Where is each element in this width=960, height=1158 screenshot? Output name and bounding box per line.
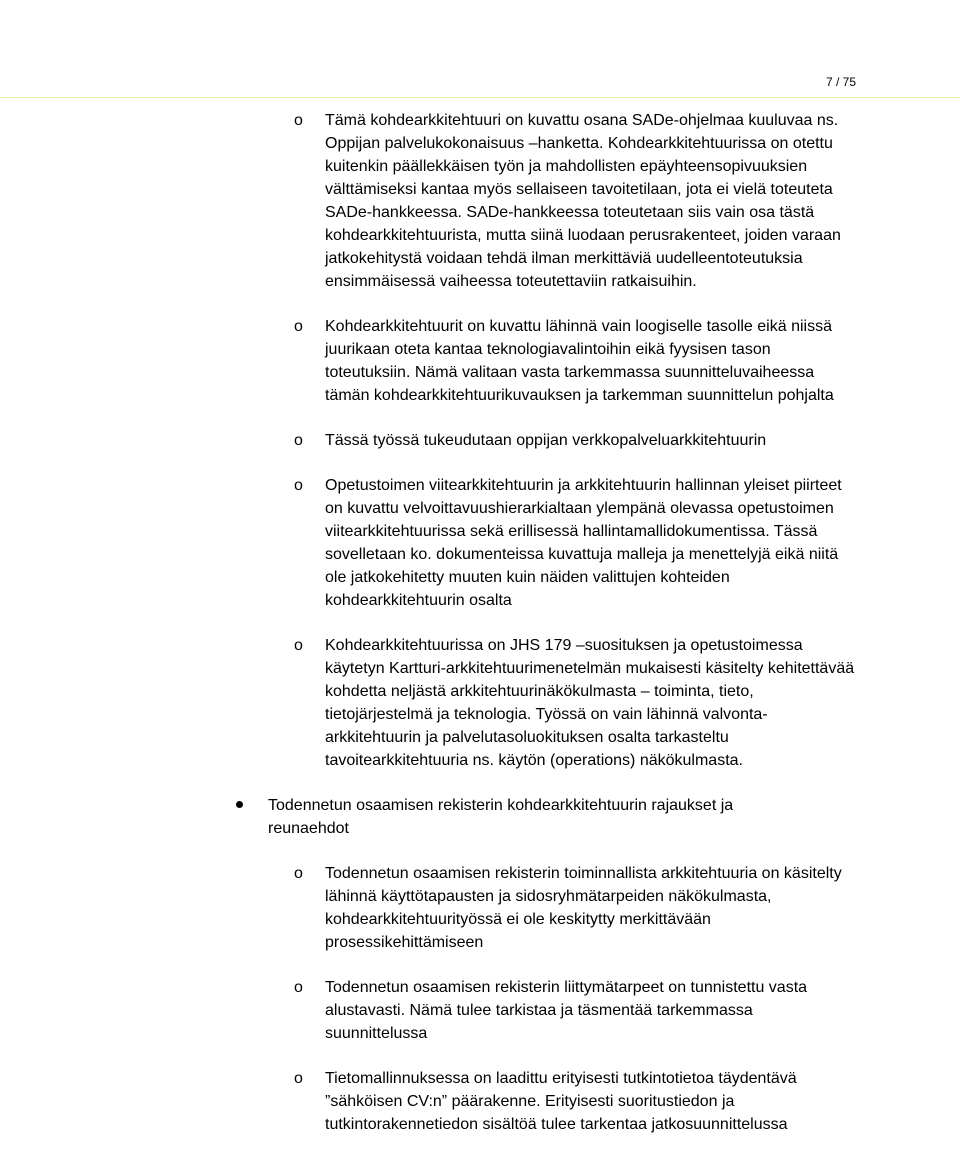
sub-bullet-marker: o bbox=[294, 432, 303, 449]
sub-bullet-marker: o bbox=[294, 477, 303, 494]
header-rule bbox=[0, 97, 960, 98]
list-item-text: Todennetun osaamisen rekisterin toiminnallista arkkitehtuuria on käsitelty lähinnä käyttötapausten ja sidosryhmätarpeiden näkökulmasta, kohdearkkitehtuurityössä ei ole keskitytty merkittävään prosessikehittämiseen bbox=[325, 865, 842, 951]
list-item bbox=[0, 474, 960, 612]
list-item-text: Kohdearkkitehtuurit on kuvattu lähinnä vain loogiselle tasolle eikä niissä juurikaan oteta kantaa teknologiavalintoihin eikä fyysisen tason toteutuksiin. Nämä valitaan vasta tarkemmassa suunnitteluvaiheessa tämän kohdearkkitehtuurikuvauksen ja tarkemman suunnittelun pohjalta bbox=[325, 318, 834, 404]
list-item bbox=[0, 634, 960, 772]
sub-bullet-marker: o bbox=[294, 637, 303, 654]
list-item bbox=[0, 1067, 960, 1136]
bullet-icon bbox=[236, 794, 243, 817]
list-item bbox=[0, 315, 960, 407]
sub-bullet-marker: o bbox=[294, 318, 303, 335]
bullet-dot-icon bbox=[236, 801, 243, 808]
list-item bbox=[0, 429, 960, 452]
list-item bbox=[0, 976, 960, 1045]
list-item-heading bbox=[0, 794, 960, 840]
list-item-text: Tämä kohdearkkitehtuuri on kuvattu osana SADe-ohjelmaa kuuluvaa ns. Oppijan palvelukokonaisuus –hanketta. Kohdearkkitehtuurissa on otettu kuitenkin päällekkäisen työn ja mahdollisten epäyhteensopivuuksien välttämiseksi kantaa myös sellaiseen tavoitetilaan, jota ei vielä toteuteta SADe-hankkeessa. SADe-hankkeessa toteutetaan siis vain osa tästä kohdearkkitehtuurista, mutta siinä luodaan perusrakenteet, joiden varaan jatkokehitystä voidaan tehdä ilman merkittäviä uudelleentoteutuksia ensimmäisessä vaiheessa toteutettaviin ratkaisuihin. bbox=[325, 112, 841, 290]
sub-bullet-marker: o bbox=[294, 1070, 303, 1087]
sub-bullet-marker: o bbox=[294, 979, 303, 996]
list-item-heading-text: Todennetun osaamisen rekisterin kohdearkkitehtuurin rajaukset ja reunaehdot bbox=[268, 797, 734, 837]
list-item-text: Opetustoimen viitearkkitehtuurin ja arkkitehtuurin hallinnan yleiset piirteet on kuvattu velvoittavuushierarkialtaan ylempänä olevassa opetustoimen viitearkkitehtuurissa sekä erillisessä hallintamallidokumentissa. Tässä sovelletaan ko. dokumenteissa kuvattuja malleja ja menettelyjä eikä niitä ole jatkokehitetty muuten kuin näiden valittujen kohteiden kohdearkkitehtuurin osalta bbox=[325, 477, 842, 609]
list-item-text: Kohdearkkitehtuurissa on JHS 179 –suosituksen ja opetustoimessa käytetyn Kartturi-arkkitehtuurimenetelmän mukaisesti käsitelty kehitettävää kohdetta neljästä arkkitehtuurinäkökulmasta – toiminta, tieto, tietojärjestelmä ja teknologia. Työssä on vain lähinnä valvonta-arkkitehtuurin ja palvelutasoluokituksen osalta tarkasteltu tavoitearkkitehtuuria ns. käytön (operations) näkökulmasta. bbox=[325, 637, 855, 769]
list-item bbox=[0, 862, 960, 954]
sub-bullet-marker: o bbox=[294, 865, 303, 882]
list-item-text: Tietomallinnuksessa on laadittu erityisesti tutkintotietoa täydentävä ”sähköisen CV:n” päärakenne. Erityisesti suoritustiedon ja tutkintorakennetiedon sisältöä tulee tarkentaa jatkosuunnittelussa bbox=[325, 1070, 797, 1133]
page-number: 7 / 75 bbox=[825, 75, 856, 89]
sub-bullet-marker: o bbox=[294, 112, 303, 129]
document-body bbox=[0, 109, 960, 1158]
list-item-text: Todennetun osaamisen rekisterin liittymätarpeet on tunnistettu vasta alustavasti. Nämä tulee tarkistaa ja täsmentää tarkemmassa suunnittelussa bbox=[325, 979, 808, 1042]
list-item bbox=[0, 109, 960, 293]
list-item-text: Tässä työssä tukeudutaan oppijan verkkopalveluarkkitehtuurin bbox=[325, 432, 767, 449]
